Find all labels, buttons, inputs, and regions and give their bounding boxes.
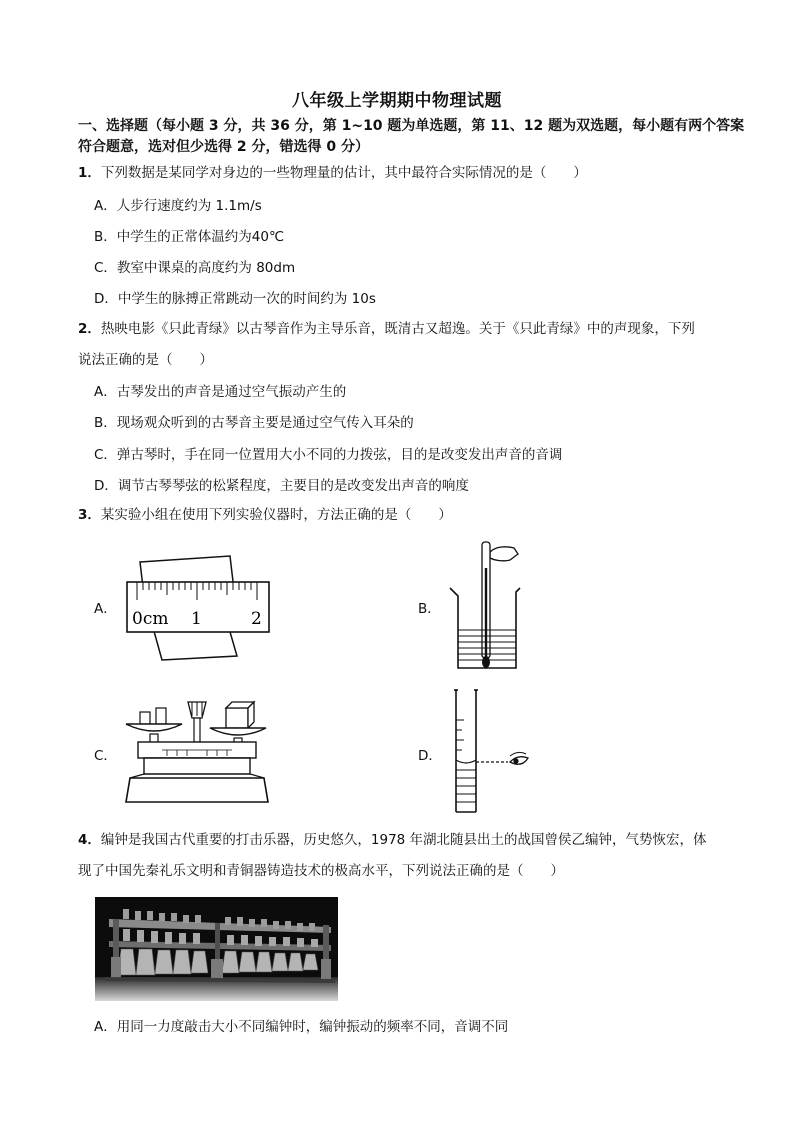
left-pan <box>126 724 182 731</box>
cylinder-figure <box>444 686 534 818</box>
liquid-surface <box>456 760 476 763</box>
question-3-stem <box>78 500 760 531</box>
question-3-number: 3． <box>78 507 101 523</box>
ruler-label-1: 1 <box>191 609 202 629</box>
question-3-option-b-label: B． <box>418 601 441 617</box>
question-2-option-a: A．古琴发出的声音是通过空气振动产生的 <box>94 384 347 400</box>
question-1-text: 下列数据是某同学对身边的一些物理量的估计，其中最符合实际情况的是（ ） <box>100 165 587 181</box>
question-2-option-c: C．弹古琴时，手在同一位置用大小不同的力拨弦，目的是改变发出声音的音调 <box>94 447 563 463</box>
balance-figure <box>122 698 272 808</box>
ruler-figure <box>122 552 272 662</box>
eye-icon <box>510 752 528 764</box>
section-heading: 一、选择题（每小题 3 分，共 36 分，第 1~10 题为单选题，第 11、12 题为双选题，每小题有两个答案符合题意，选对但少选得 2 分，错选得 0 分） <box>78 118 745 155</box>
weight-small-left <box>140 712 150 724</box>
question-2-option-d: D．调节古琴琴弦的松紧程度，主要目的是改变发出声音的响度 <box>94 478 469 494</box>
question-4-number: 4． <box>78 832 101 848</box>
thermometer-bulb <box>482 656 490 668</box>
bianzhong-photo <box>95 897 338 1001</box>
question-2-number: 2． <box>78 321 101 337</box>
page-title: 八年级上学期期中物理试题 <box>292 91 502 111</box>
question-3-text: 某实验小组在使用下列实验仪器时，方法正确的是（ ） <box>100 507 452 523</box>
question-1-option-b: B．中学生的正常体温约为40℃ <box>94 229 285 245</box>
ruler-label-2: 2 <box>251 609 262 629</box>
weight-small-right <box>156 708 166 724</box>
question-4-text-line1: 编钟是我国古代重要的打击乐器，历史悠久，1978 年湖北随县出土的战国曾侯乙编钟，气势恢宏，体 <box>100 832 707 848</box>
ruler-label-0cm: 0cm <box>132 609 169 629</box>
right-pan <box>210 728 266 735</box>
question-1-stem <box>78 158 760 189</box>
question-3-option-a-label: A． <box>94 601 117 617</box>
hand-shape <box>490 547 518 561</box>
cube-front <box>226 708 248 728</box>
question-2-stem-line1 <box>78 314 760 345</box>
question-1-option-d: D．中学生的脉搏正常跳动一次的时间约为 10s <box>94 291 376 307</box>
question-2-option-b: B．现场观众听到的古琴音主要是通过空气传入耳朵的 <box>94 415 414 431</box>
question-4-stem-line1 <box>78 825 760 856</box>
question-3-option-d-label: D． <box>418 748 442 764</box>
question-1-option-c: C．教室中课桌的高度约为 80dm <box>94 260 296 276</box>
thermometer-beaker-figure <box>444 538 524 674</box>
balance-base <box>144 758 250 774</box>
question-2-text-line1: 热映电影《只此青绿》以古琴音作为主导乐音，既清古又超逸。关于《只此青绿》中的声现象，下列 <box>100 321 695 337</box>
question-1-option-a: A．人步行速度约为 1.1m/s <box>94 198 262 214</box>
question-1-number: 1． <box>78 165 101 181</box>
question-4-option-a: A．用同一力度敲击大小不同编钟时，编钟振动的频率不同，音调不同 <box>94 1019 509 1035</box>
question-3-option-c-label: C． <box>94 748 117 764</box>
question-2-stem-line2: 说法正确的是（ ） <box>78 352 213 368</box>
question-4-stem-line2: 现了中国先秦礼乐文明和青铜器铸造技术的极高水平，下列说法正确的是（ ） <box>78 863 564 879</box>
